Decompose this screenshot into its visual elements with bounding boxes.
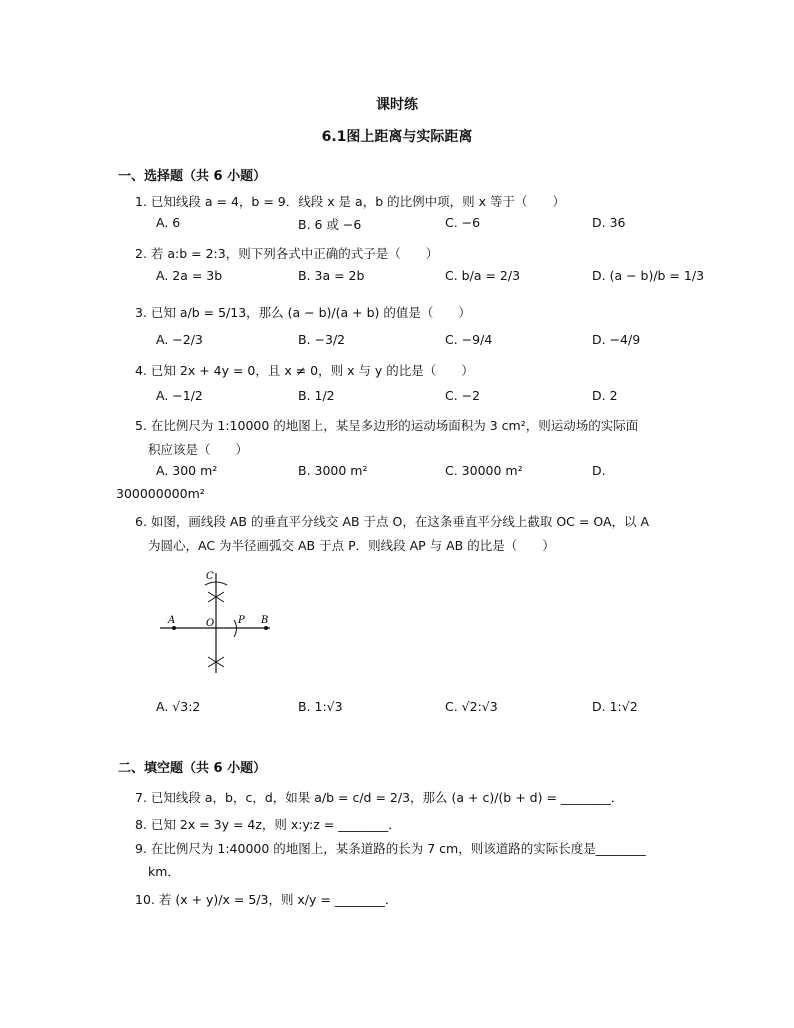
label-a: A: [168, 615, 176, 626]
fill-question-cont: km．: [148, 864, 180, 879]
label-o: O: [206, 618, 215, 629]
question-stem-cont: 为圆心，AC 为半径画弧交 AB 于点 P．则线段 AP 与 AB 的比是（ ）: [148, 538, 555, 553]
fill-question: 7. 已知线段 a，b，c，d，如果 a/b = c/d = 2/3，那么 (a + c)/(b + d) = ________．: [135, 790, 624, 805]
option-d: D. 36: [592, 215, 626, 230]
option-a: A. 300 m²: [156, 463, 218, 478]
point-a: [172, 626, 176, 630]
question-stem: 2. 若 a:b = 2:3，则下列各式中正确的式子是（ ）: [135, 246, 439, 261]
option-a: A. −1/2: [156, 388, 203, 403]
option-b: B. 1/2: [298, 388, 335, 403]
fill-question: 8. 已知 2x = 3y = 4z，则 x:y:z = ________．: [135, 817, 401, 832]
option-d: D. 2: [592, 388, 618, 403]
option-d: D.: [592, 463, 606, 478]
option-c: C. 30000 m²: [445, 463, 523, 478]
option-b: B. −3/2: [298, 332, 346, 347]
option-c: C. −9/4: [445, 332, 493, 347]
question-stem: 5. 在比例尺为 1:10000 的地图上，某呈多边形的运动场面积为 3 cm²，则运动场的实际面: [135, 418, 639, 433]
option-c: C. √2:√3: [445, 699, 498, 714]
option-d-value: 300000000m²: [116, 486, 205, 501]
option-d: D. −4/9: [592, 332, 641, 347]
label-b: B: [261, 615, 269, 626]
option-c: C. −6: [445, 215, 481, 230]
option-d: D. (a − b)/b = 1/3: [592, 268, 705, 283]
option-a: A. √3:2: [156, 699, 201, 714]
geometry-figure: [150, 565, 280, 675]
option-b: B. 6 或 −6: [298, 217, 362, 232]
question-stem: 1. 已知线段 a = 4，b = 9．线段 x 是 a，b 的比例中项，则 x 等于（ ）: [135, 194, 565, 209]
section-heading: 二、填空题（共 6 小题）: [118, 761, 267, 776]
label-c: C: [206, 571, 214, 582]
option-b: B. 3a = 2b: [298, 268, 365, 283]
fill-question: 9. 在比例尺为 1:40000 的地图上，某条道路的长为 7 cm，则该道路的实际长度是________: [135, 841, 646, 856]
page-title: 课时练: [376, 97, 418, 113]
question-stem-cont: 积应该是（ ）: [148, 442, 249, 457]
fill-question: 10. 若 (x + y)/x = 5/3，则 x/y = ________．: [135, 892, 398, 907]
option-c: C. −2: [445, 388, 481, 403]
question-stem: 4. 已知 2x + 4y = 0，且 x ≠ 0，则 x 与 y 的比是（ ）: [135, 363, 474, 378]
option-d: D. 1:√2: [592, 699, 638, 714]
option-a: A. 2a = 3b: [156, 268, 223, 283]
section-heading: 一、选择题（共 6 小题）: [118, 169, 267, 184]
question-stem: 6. 如图，画线段 AB 的垂直平分线交 AB 于点 O，在这条垂直平分线上截取 OC = OA，以 A: [135, 514, 650, 529]
option-c: C. b/a = 2/3: [445, 268, 521, 283]
label-p: P: [238, 615, 245, 626]
option-a: A. −2/3: [156, 332, 203, 347]
point-b: [264, 626, 268, 630]
page-subtitle: 6.1图上距离与实际距离: [321, 129, 473, 145]
option-b: B. 3000 m²: [298, 463, 368, 478]
option-a: A. 6: [156, 215, 181, 230]
question-stem: 3. 已知 a/b = 5/13，那么 (a − b)/(a + b) 的值是（ ）: [135, 305, 471, 320]
option-b: B. 1:√3: [298, 699, 343, 714]
